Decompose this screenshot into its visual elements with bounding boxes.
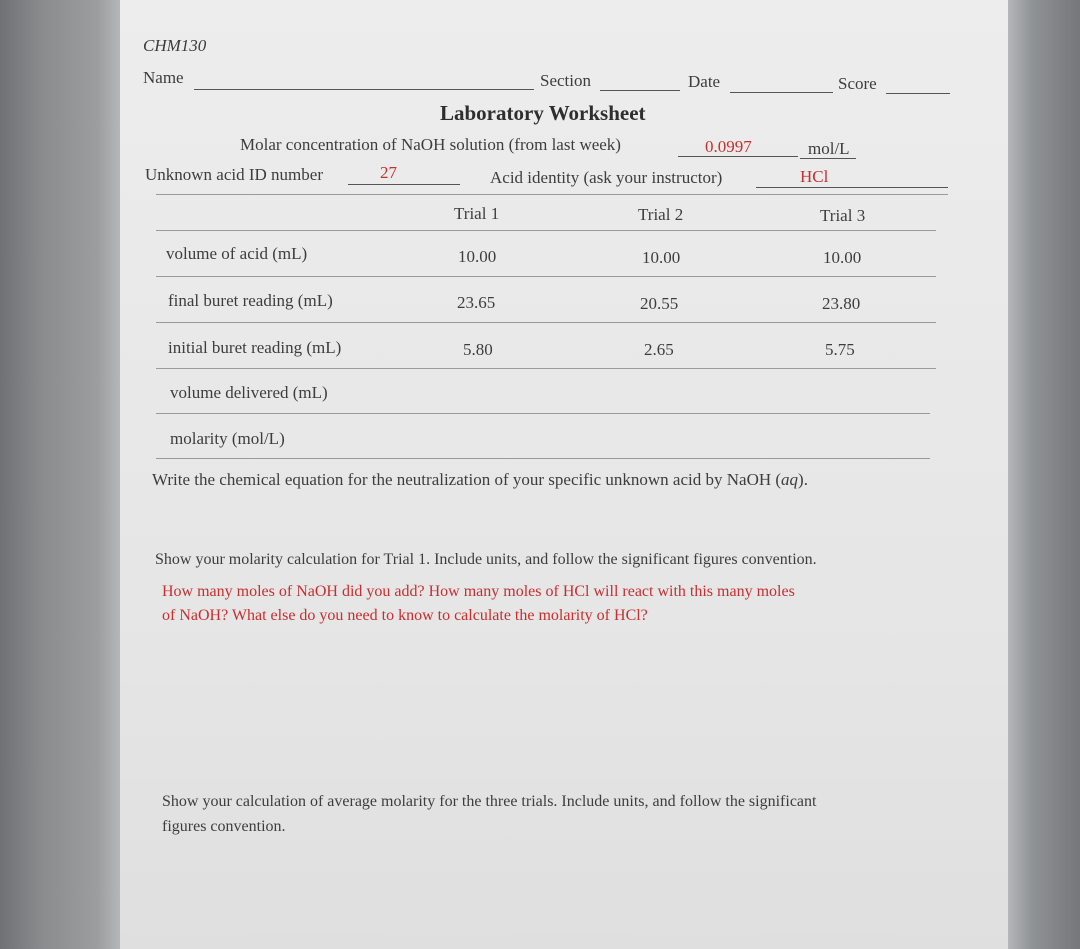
hint-line-2: of NaOH? What else do you need to know to calculate the molarity of HCl? xyxy=(162,607,648,624)
average-instruction-line-1: Show your calculation of average molarity for the three trials. Include units, and follow the significant xyxy=(162,793,817,810)
naoh-unit: mol/L xyxy=(808,139,850,158)
unknown-id-label: Unknown acid ID number xyxy=(145,165,323,184)
date-label: Date xyxy=(688,72,721,91)
worksheet-page xyxy=(120,0,1008,949)
naoh-unit-line xyxy=(800,158,856,159)
average-instruction-line-2: figures convention. xyxy=(162,818,286,835)
column-header-trial-3: Trial 3 xyxy=(820,206,866,225)
trial1-instruction: Show your molarity calculation for Trial 1. Include units, and follow the significant figures convention. xyxy=(155,551,817,568)
row-label-initial-buret: initial buret reading (mL) xyxy=(168,338,342,357)
page-title: Laboratory Worksheet xyxy=(440,101,646,125)
acid-identity-value: HCl xyxy=(800,167,829,186)
naoh-concentration-line xyxy=(678,156,798,157)
row-label-volume-of-acid: volume of acid (mL) xyxy=(166,244,308,263)
table-row-line xyxy=(156,368,936,369)
unknown-id-value: 27 xyxy=(380,163,397,182)
course-code: CHM130 xyxy=(143,36,207,55)
score-field-line[interactable] xyxy=(886,93,950,94)
row-label-volume-delivered: volume delivered (mL) xyxy=(170,383,328,402)
acid-identity-line xyxy=(756,187,948,188)
equation-instruction: Write the chemical equation for the neutralization of your specific unknown acid by NaOH (aq). xyxy=(152,470,808,489)
table-cell: 10.00 xyxy=(823,248,862,267)
column-header-trial-1: Trial 1 xyxy=(454,204,500,223)
name-label: Name xyxy=(143,68,184,87)
table-cell: 10.00 xyxy=(642,248,681,267)
table-cell: 5.75 xyxy=(825,340,855,359)
table-cell: 10.00 xyxy=(458,247,497,266)
table-row-line xyxy=(156,322,936,323)
table-cell: 23.80 xyxy=(822,294,861,313)
table-row-line xyxy=(156,413,930,414)
acid-identity-label: Acid identity (ask your instructor) xyxy=(490,168,723,187)
table-header-line xyxy=(156,230,936,231)
table-cell: 23.65 xyxy=(457,293,496,312)
table-cell: 20.55 xyxy=(640,294,679,313)
score-label: Score xyxy=(838,74,877,93)
monitor-bezel xyxy=(1008,0,1080,949)
table-cell: 5.80 xyxy=(463,340,493,359)
naoh-concentration-label: Molar concentration of NaOH solution (from last week) xyxy=(240,135,621,154)
column-header-trial-2: Trial 2 xyxy=(638,205,684,224)
section-label: Section xyxy=(540,71,591,90)
name-field-line[interactable] xyxy=(194,89,534,90)
section-field-line[interactable] xyxy=(600,90,680,91)
table-bottom-line xyxy=(156,458,930,459)
naoh-concentration-value: 0.0997 xyxy=(705,137,752,156)
date-field-line[interactable] xyxy=(730,92,833,93)
unknown-id-line xyxy=(348,184,460,185)
row-label-final-buret: final buret reading (mL) xyxy=(168,291,333,310)
table-row-line xyxy=(156,276,936,277)
row-label-molarity: molarity (mol/L) xyxy=(170,429,285,448)
table-top-line xyxy=(156,194,948,195)
table-cell: 2.65 xyxy=(644,340,674,359)
hint-line-1: How many moles of NaOH did you add? How many moles of HCl will react with this many moles xyxy=(162,583,795,600)
